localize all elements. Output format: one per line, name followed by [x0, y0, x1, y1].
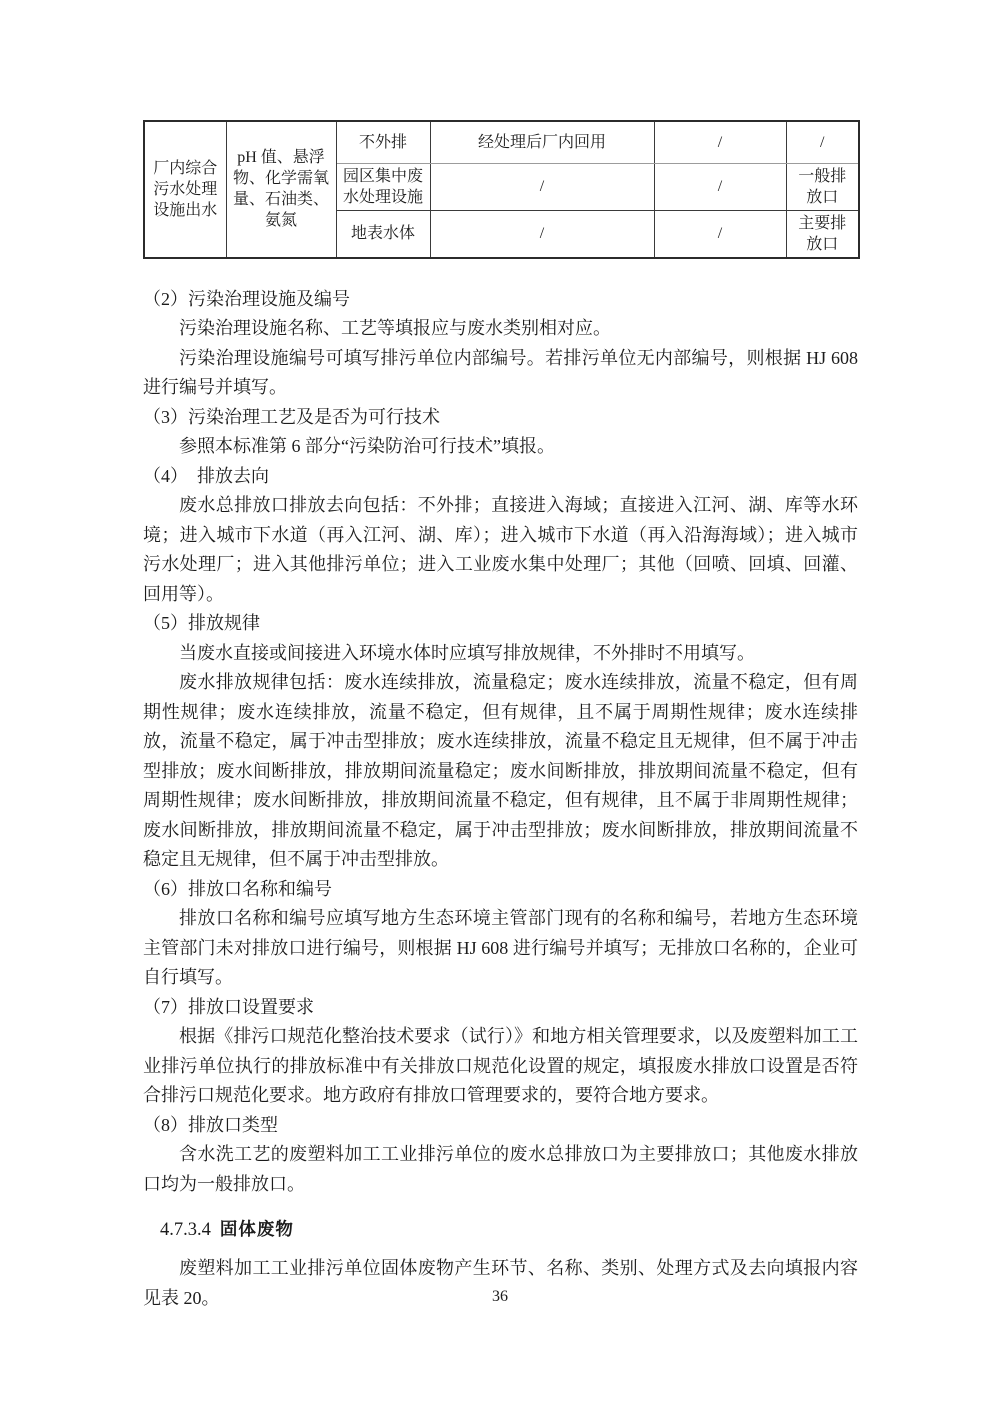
table-cell: /	[654, 163, 786, 210]
paragraph: 参照本标准第 6 部分“污染防治可行技术”填报。	[179, 436, 555, 456]
list-item-4: （4） 排放去向	[143, 465, 269, 486]
paragraph: 废塑料加工工业排污单位固体废物产生环节、名称、类别、处理方式及去向填报内容见表 20。	[143, 1258, 858, 1308]
paragraph: 当废水直接或间接进入环境水体时应填写排放规律，不外排时不用填写。	[179, 642, 755, 663]
list-item-5: （5）排放规律	[143, 613, 260, 633]
page-number: 36	[492, 1288, 508, 1305]
list-item-8: （8）排放口类型	[143, 1114, 278, 1135]
table-cell-detail: /	[430, 210, 654, 258]
list-item-6: （6）排放口名称和编号	[143, 878, 332, 899]
table-cell-destination: 地表水体	[336, 210, 430, 258]
paragraph: 废水总排放口排放去向包括：不外排；直接进入海域；直接进入江河、湖、库等水环境；进入城市下水道（再入江河、湖、库）；进入城市下水道（再入沿海海域）；进入城市污水处理厂；进入其他排污单位；进入工业废水集中处理厂；其他（回喷、回填、回灌、回用等）。	[143, 495, 858, 604]
list-item-3: （3）污染治理工艺及是否为可行技术	[143, 406, 440, 427]
paragraph: 排放口名称和编号应填写地方生态环境主管部门现有的名称和编号，若地方生态环境主管部门未对排放口进行编号，则根据 HJ 608 进行编号并填写；无排放口名称的，企业可自行填写。	[143, 908, 858, 987]
paragraph: 废水排放规律包括：废水连续排放，流量稳定；废水连续排放，流量不稳定，但有周期性规律；废水连续排放，流量不稳定，但有规律，且不属于周期性规律；废水连续排放，流量不稳定，属于冲击型排放；废水连续排放，流量不稳定且无规律，但不属于冲击型排放；废水间断排放，排放期间流量稳定；废水间断排放，排放期间流量不稳定，但有周期性规律；废水间断排放，排放期间流量不稳定，但有规律，且不属于非周期性规律；废水间断排放，排放期间流量不稳定，属于冲击型排放；废水间断排放，排放期间流量不稳定且无规律，但不属于冲击型排放。	[143, 672, 858, 869]
table-cell-outlet-type: 主要排放口	[786, 210, 859, 258]
paragraph: 污染治理设施名称、工艺等填报应与废水类别相对应。	[179, 318, 611, 338]
paragraph: 含水洗工艺的废塑料加工工业排污单位的废水总排放口为主要排放口；其他废水排放口均为一般排放口。	[143, 1144, 858, 1194]
table-cell-category: 厂内综合污水处理设施出水	[144, 121, 226, 258]
table-cell: /	[654, 121, 786, 163]
table-cell-destination: 园区集中废水处理设施	[336, 163, 430, 210]
body-text	[143, 285, 858, 1314]
section-heading	[143, 1215, 858, 1245]
table-cell-destination: 不外排	[336, 121, 430, 163]
table-cell-detail: 经处理后厂内回用	[430, 121, 654, 163]
section-number: 4.7.3.4	[160, 1220, 211, 1240]
list-item-2: （2）污染治理设施及编号	[143, 288, 350, 309]
list-item-7: （7）排放口设置要求	[143, 996, 314, 1017]
table-cell: /	[654, 210, 786, 258]
table-cell-outlet-type: /	[786, 121, 859, 163]
section-title: 固体废物	[219, 1220, 294, 1240]
table-cell-outlet-type: 一般排放口	[786, 163, 859, 210]
table-cell-detail: /	[430, 163, 654, 210]
paragraph: 污染治理设施编号可填写排污单位内部编号。若排污单位无内部编号，则根据 HJ 608 进行编号并填写。	[143, 347, 858, 397]
page-content	[143, 120, 858, 1313]
paragraph: 根据《排污口规范化整治技术要求（试行）》和地方相关管理要求，以及废塑料加工工业排污单位执行的排放标准中有关排放口规范化设置的规定，填报废水排放口设置是否符合排污口规范化要求。地方政府有排放口管理要求的，要符合地方要求。	[143, 1026, 858, 1105]
wastewater-discharge-table	[143, 120, 860, 259]
table-cell-pollutants: pH 值、悬浮物、化学需氧量、石油类、氨氮	[226, 121, 336, 258]
